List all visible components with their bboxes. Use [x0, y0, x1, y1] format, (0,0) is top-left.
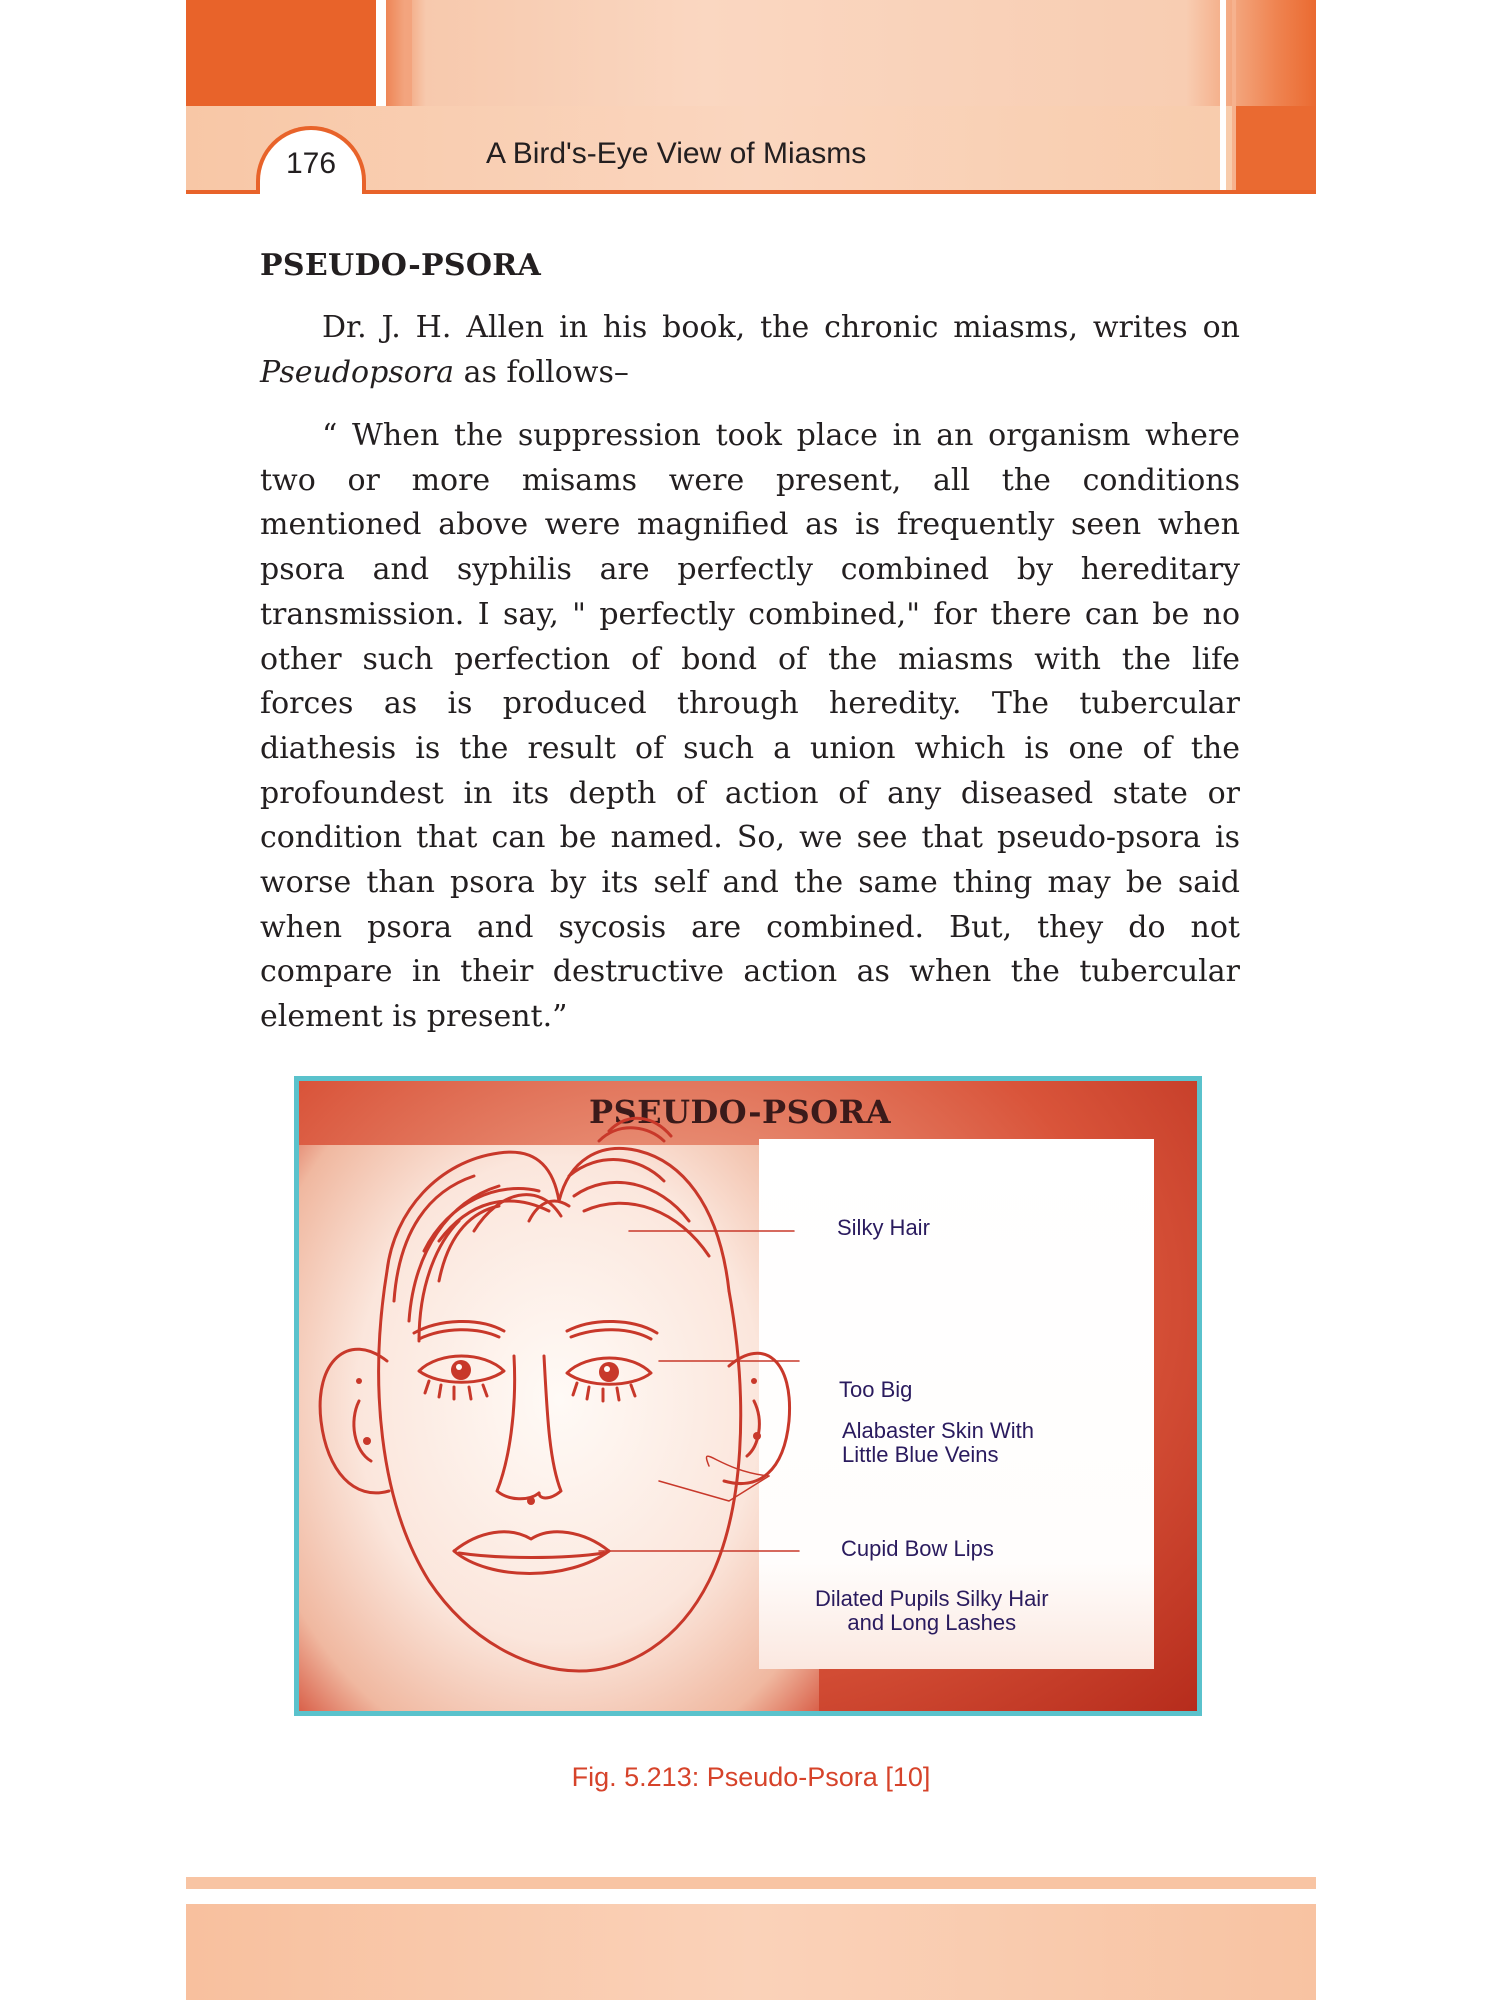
- label-cupid-bow-lips: Cupid Bow Lips: [841, 1536, 994, 1561]
- quote-line: worse than psora by its self and the same thing may be said: [260, 865, 1240, 901]
- quote-line: compare in their destructive action as when the tubercular: [260, 954, 1240, 990]
- intro-paragraph: [260, 306, 1240, 395]
- face-drawing-illustration: [299, 1081, 1197, 1711]
- label-alabaster-line-1: Alabaster Skin With: [842, 1418, 1034, 1443]
- figure-caption: Fig. 5.213: Pseudo-Psora [10]: [571, 1762, 931, 1792]
- quote-paragraph: [260, 414, 1240, 1040]
- figure-pseudo-psora: [294, 1076, 1202, 1716]
- intro-line: [260, 351, 1240, 396]
- header-stripe: [376, 0, 386, 106]
- figure-title: PSEUDO-PSORA: [589, 1093, 892, 1131]
- intro-italic-term: Pseudopsora: [260, 354, 455, 390]
- quote-line: “ When the suppression took place in an organism where: [322, 418, 1240, 453]
- label-too-big: Too Big: [839, 1377, 913, 1402]
- quote-line: diathesis is the result of such a union which is one of the: [260, 730, 1240, 766]
- footer-rule: [186, 1877, 1316, 1889]
- book-page: [186, 0, 1316, 2000]
- label-alabaster-line-2: Little Blue Veins: [842, 1442, 999, 1467]
- page-number: 176: [256, 126, 366, 194]
- header-left-block: [186, 0, 376, 106]
- footer-band: [186, 1904, 1316, 2000]
- quote-line: transmission. I say, " perfectly combined," for there can be no: [260, 596, 1240, 632]
- quote-line: element is present.”: [260, 999, 568, 1035]
- header-stripe: [1232, 0, 1236, 190]
- intro-prefix: Dr. J. H. Allen in his book, the chronic miasms, writes on: [322, 310, 1240, 345]
- quote-line: when psora and sycosis are combined. But, they do not: [260, 909, 1240, 945]
- intro-suffix: as follows–: [463, 354, 629, 390]
- quote-line: forces as is produced through heredity. The tubercular: [260, 686, 1240, 722]
- label-alabaster-skin: [842, 1419, 1034, 1467]
- header-stripe: [1220, 0, 1226, 190]
- running-title: A Bird's-Eye View of Miasms: [486, 137, 867, 170]
- header-stripe: [404, 0, 412, 106]
- label-silky-hair: Silky Hair: [837, 1215, 930, 1240]
- header-right-block: [1236, 106, 1316, 190]
- label-dilated-line-2: and Long Lashes: [847, 1610, 1017, 1635]
- intro-line: [260, 306, 1240, 351]
- label-dilated-pupils: [815, 1587, 1049, 1635]
- section-heading: PSEUDO-PSORA: [260, 248, 542, 283]
- quote-line: psora and syphilis are perfectly combined by hereditary: [260, 552, 1240, 588]
- label-dilated-line-1: Dilated Pupils Silky Hair: [815, 1586, 1049, 1611]
- quote-line: profoundest in its depth of action of any diseased state or: [260, 775, 1240, 811]
- quote-line: two or more misams were present, all the conditions: [260, 462, 1240, 498]
- quote-line: mentioned above were magnified as is frequently seen when: [260, 507, 1240, 543]
- quote-line: other such perfection of bond of the miasms with the life: [260, 641, 1240, 677]
- quote-line: condition that can be named. So, we see that pseudo-psora is: [260, 820, 1240, 856]
